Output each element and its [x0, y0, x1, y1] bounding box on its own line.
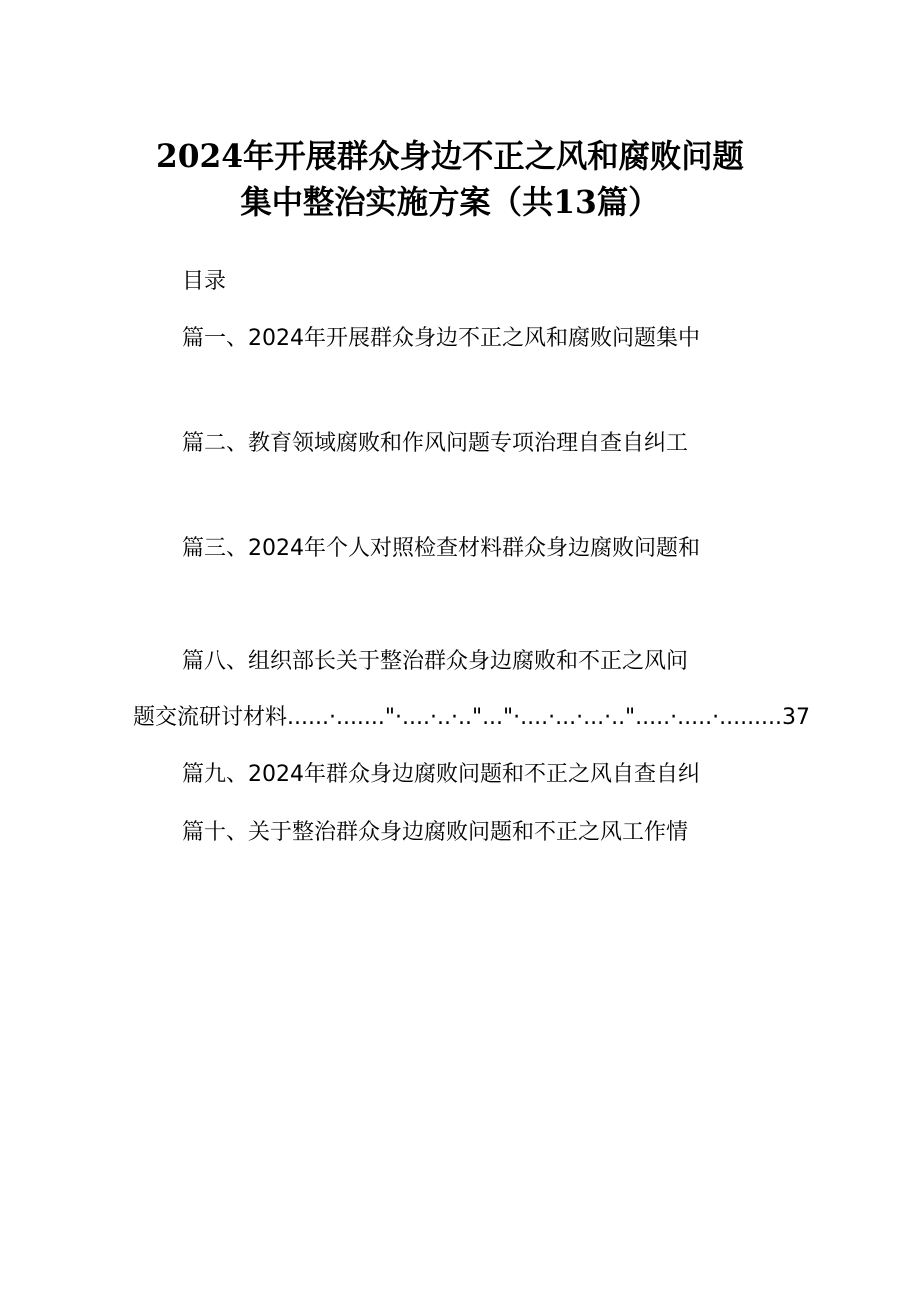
toc-entry-3: 篇三、2024年个人对照检查材料群众身边腐败问题和	[182, 536, 700, 561]
toc-heading: 目录	[182, 269, 227, 294]
toc-entry-8: 篇八、组织部长关于整治群众身边腐败和不正之风问	[182, 649, 689, 674]
toc-entry-1: 篇一、2024年开展群众身边不正之风和腐败问题集中	[182, 326, 700, 351]
toc-entry-2: 篇二、教育领域腐败和作风问题专项治理自查自纠工	[182, 431, 689, 456]
toc-entry-9: 篇九、2024年群众身边腐败问题和不正之风自查自纠	[182, 762, 700, 787]
document-title-line-1: 2024年开展群众身边不正之风和腐败问题	[155, 137, 744, 175]
document-title-line-2: 集中整治实施方案（共13篇）	[240, 183, 660, 221]
toc-entry-8-continuation: 题交流研讨材料......·......."·....·..·.."..."·....·...·...·..".....·.....·.........37	[133, 705, 811, 730]
toc-entry-10: 篇十、关于整治群众身边腐败问题和不正之风工作情	[182, 820, 689, 845]
